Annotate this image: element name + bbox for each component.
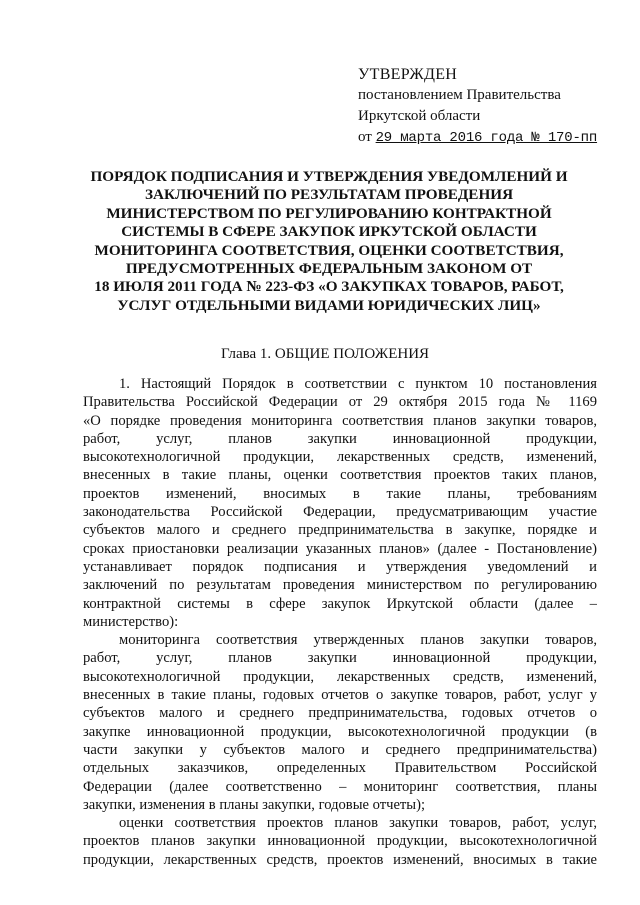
approval-block [358, 64, 597, 149]
body-line: «О порядке проведения мониторинга соответствия планов закупки товаров, [83, 412, 597, 429]
approval-title: УТВЕРЖДЕН [358, 66, 458, 83]
body-line: закупки, изменения в планы закупки, годовые отчеты); [83, 796, 426, 813]
body-line: отдельных заказчиков, определенных Правительством Российской [83, 760, 597, 777]
body-line: 1. Настоящий Порядок в соответствии с пунктом 10 постановления [119, 376, 597, 392]
body-line: внесенных в такие планы, годовых отчетов о закупке товаров, работ, услуг у [83, 687, 597, 704]
body-line: устанавливает порядок подписания и утверждения уведомлений и [83, 558, 597, 575]
body-line: Федерации (далее соответственно – мониторинг соответствия, планы [83, 778, 597, 795]
body-line: сроках приостановки реализации указанных планов» (далее - Постановление) [83, 540, 597, 557]
body-text [83, 375, 597, 869]
body-line: продукции, лекарственных средств, проектов изменений, вносимых в такие [83, 851, 597, 868]
body-line: Правительства Российской Федерации от 29 октября 2015 года № 1169 [83, 394, 597, 411]
chapter-heading: Глава 1. ОБЩИЕ ПОЛОЖЕНИЯ [220, 346, 430, 362]
body-line: внесенных в такие планы, оценки соответствия проектов таких планов, [83, 467, 597, 484]
approval-date-value: 29 марта 2016 года № 170-пп [375, 130, 598, 146]
body-line: проектов планов закупки инновационной продукции, высокотехнологичной [83, 833, 597, 850]
body-line: высокотехнологичной продукции, лекарственных средств, изменений, [83, 449, 597, 466]
title-line: ПОРЯДОК ПОДПИСАНИЯ И УТВЕРЖДЕНИЯ УВЕДОМЛЕНИЙ И [90, 168, 568, 185]
body-line: контрактной системы в сфере закупок Иркутской области (далее – [83, 595, 597, 612]
approval-date-prefix: от [358, 129, 372, 145]
title-line: МОНИТОРИНГА СООТВЕТСТВИЯ, ОЦЕНКИ СООТВЕТСТВИЯ, [94, 241, 564, 259]
body-line: субъектов малого и среднего предпринимательства в закупке, порядке и [83, 522, 597, 539]
body-line: заключений по результатам проведения министерством по регулированию [83, 577, 597, 594]
body-line: работ, услуг, планов закупки инновационной продукции, [83, 430, 597, 447]
body-line: министерство): [83, 613, 179, 630]
title-line: ПРЕДУСМОТРЕННЫХ ФЕДЕРАЛЬНЫМ ЗАКОНОМ ОТ [125, 260, 533, 278]
body-line: закупке инновационной продукции, высокотехнологичной продукции (в [83, 723, 597, 740]
body-line: работ, услуг, планов закупки инновационной продукции, [83, 650, 597, 667]
title-line: УСЛУГ ОТДЕЛЬНЫМИ ВИДАМИ ЮРИДИЧЕСКИХ ЛИЦ» [117, 296, 541, 314]
title-line: СИСТЕМЫ В СФЕРЕ ЗАКУПОК ИРКУТСКОЙ ОБЛАСТИ [121, 223, 537, 241]
body-line: высокотехнологичной продукции, лекарственных средств, изменений, [83, 668, 597, 685]
body-line: мониторинга соответствия утвержденных планов закупки товаров, [119, 632, 597, 649]
title-line: МИНИСТЕРСТВОМ ПО РЕГУЛИРОВАНИЮ КОНТРАКТНОЙ [106, 204, 552, 222]
body-line: оценки соответствия проектов планов закупки товаров, работ, услуг, [119, 815, 597, 832]
approval-line-1: постановлением Правительства [358, 87, 561, 103]
document-title [70, 168, 588, 315]
body-line: части закупки у субъектов малого и среднего предпринимательства) [83, 741, 597, 758]
title-line: 18 ИЮЛЯ 2011 ГОДА № 223-ФЗ «О ЗАКУПКАХ ТОВАРОВ, РАБОТ, [94, 278, 564, 296]
approval-line-2: Иркутской области [358, 108, 481, 124]
title-line: ЗАКЛЮЧЕНИЙ ПО РЕЗУЛЬТАТАМ ПРОВЕДЕНИЯ [144, 186, 514, 204]
body-line: законодательства Российской Федерации, предусматривающим участие [83, 504, 597, 521]
body-line: субъектов малого и среднего предпринимательства, годовых отчетов о [83, 705, 597, 722]
body-line: проектов изменений, вносимых в такие планы, требованиям [83, 485, 597, 502]
approval-date-line [358, 127, 597, 149]
